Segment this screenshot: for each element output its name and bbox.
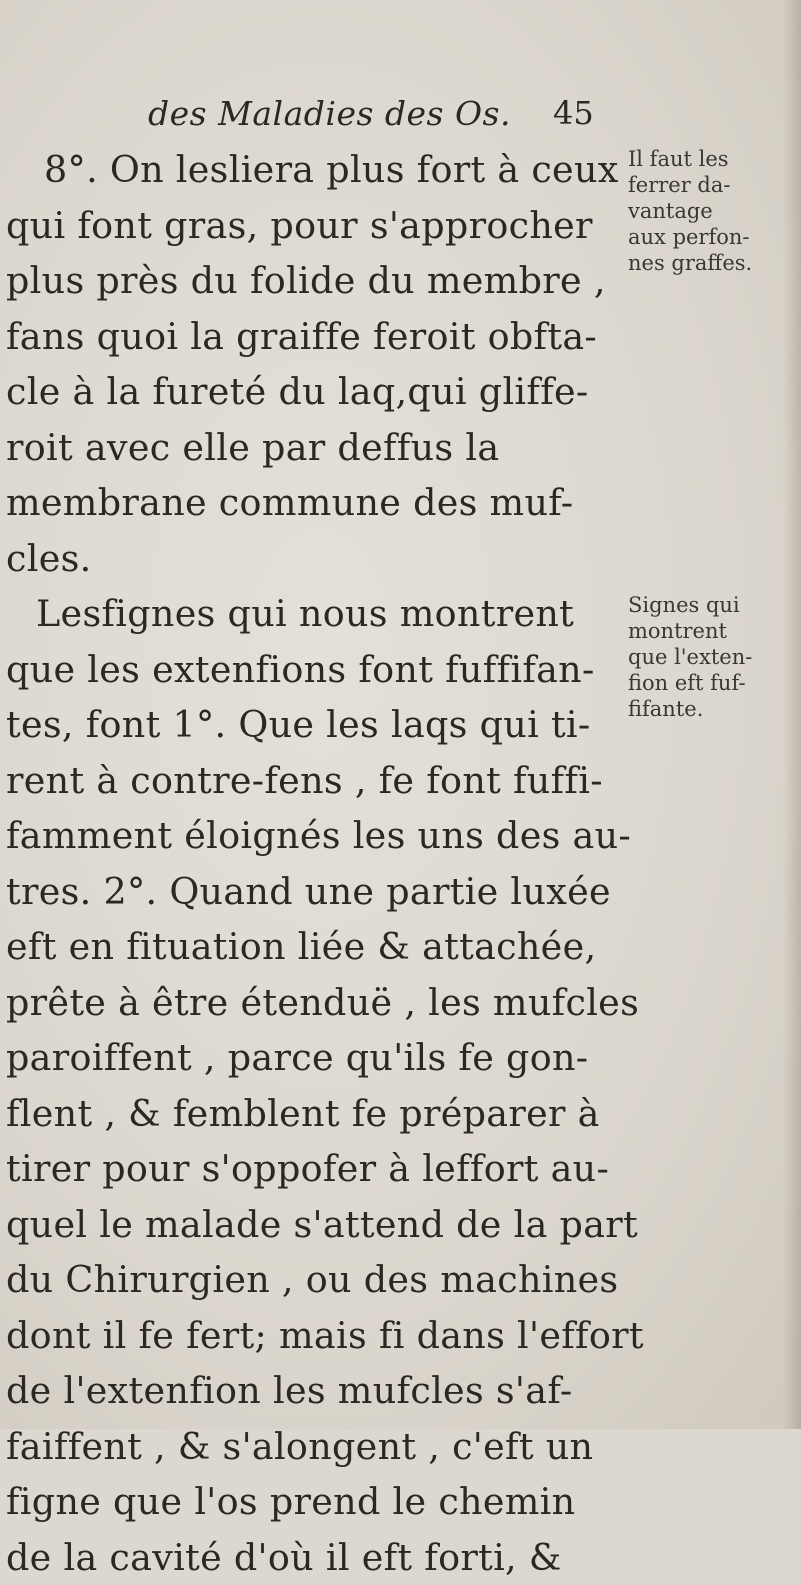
text-line: tirer pour s'oppofer à leffort au-	[0, 1141, 620, 1197]
text-line: cle à la fureté du laq,qui gliffe-	[0, 364, 620, 420]
text-line: paroiffent , parce qu'ils fe gon-	[0, 1030, 620, 1086]
text-line: tres. 2°. Quand une partie luxée	[0, 864, 620, 920]
margin-note-line: vantage	[620, 198, 800, 224]
text-line: rent à contre-fens , fe font fuffi-	[0, 753, 620, 809]
margin-note-line: nes graffes.	[620, 250, 800, 276]
margin-note	[620, 146, 800, 276]
text-line: du Chirurgien , ou des machines	[0, 1252, 620, 1308]
text-line: dont il fe fert; mais fi dans l'effort	[0, 1308, 620, 1364]
text-line: tes, font 1°. Que les laqs qui ti-	[0, 697, 620, 753]
margin-note	[620, 592, 800, 722]
page-number: 45	[553, 94, 594, 132]
text-line: faiffent , & s'alongent , c'eft un	[0, 1419, 620, 1475]
text-line: Lesfignes qui nous montrent	[0, 586, 620, 642]
margin-note-line: Il faut les	[620, 146, 800, 172]
text-line: fans quoi la graiffe feroit obfta-	[0, 309, 620, 365]
margin-note-line: ferrer da-	[620, 172, 800, 198]
text-line: roit avec elle par deffus la	[0, 420, 620, 476]
margin-note-line: Signes qui	[620, 592, 800, 618]
text-line: eft en fituation liée & attachée,	[0, 919, 620, 975]
text-line: que les extenfions font fuffifan-	[0, 642, 620, 698]
running-title: des Maladies des Os.	[148, 94, 511, 133]
margin-note-line: fifante.	[620, 696, 800, 722]
text-line: quel le malade s'attend de la part	[0, 1197, 620, 1253]
text-line: prête à être étenduë , les mufcles	[0, 975, 620, 1031]
text-line: figne que l'os prend le chemin	[0, 1474, 620, 1530]
text-line: de la cavité d'où il eft forti, &	[0, 1530, 620, 1585]
margin-note-line: fion eft fuf-	[620, 670, 800, 696]
text-line: famment éloignés les uns des au-	[0, 808, 620, 864]
text-line: 8°. On lesliera plus fort à ceux	[0, 142, 620, 198]
margin-note-line: que l'exten-	[620, 644, 800, 670]
text-line: de l'extenfion les mufcles s'af-	[0, 1363, 620, 1419]
text-line: membrane commune des muf-	[0, 475, 620, 531]
page-header	[0, 94, 801, 134]
margin-note-line: montrent	[620, 618, 800, 644]
text-line: cles.	[0, 531, 620, 587]
margin-note-line: aux perfon-	[620, 224, 800, 250]
text-line: plus près du folide du membre ,	[0, 253, 620, 309]
text-line: qui font gras, pour s'approcher	[0, 198, 620, 254]
body-text	[0, 142, 620, 1585]
text-line: flent , & femblent fe préparer à	[0, 1086, 620, 1142]
